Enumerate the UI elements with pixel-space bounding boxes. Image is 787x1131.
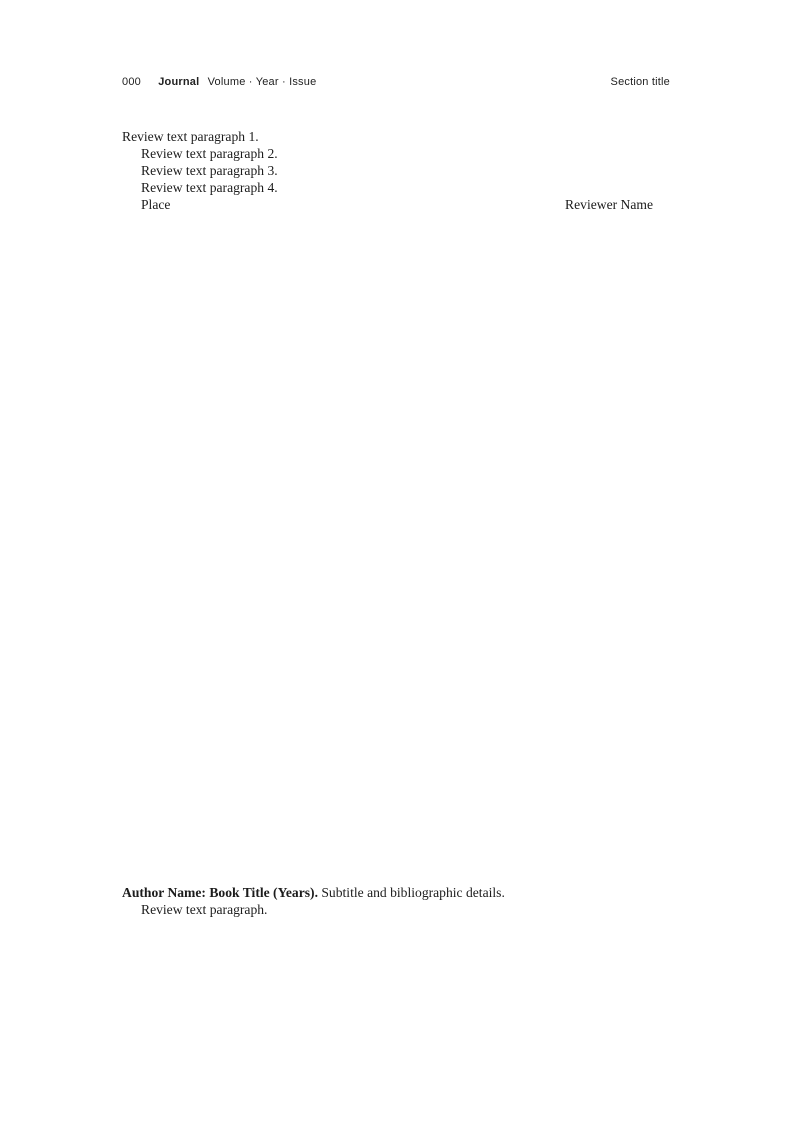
review-1-paragraph: Review text paragraph 3. <box>141 163 278 178</box>
journal-abbreviation: Journal <box>158 76 200 88</box>
review-1 <box>122 128 670 213</box>
section-title: Section title <box>610 76 670 88</box>
review-signoff <box>122 196 670 213</box>
book-author-title: Author Name: Book Title (Years). <box>122 885 318 900</box>
review-place: Place <box>141 197 171 212</box>
review-1-paragraph: Review text paragraph 4. <box>141 180 278 195</box>
bibliographic-entry <box>122 884 670 901</box>
running-head <box>122 76 670 92</box>
reviewer-name: Reviewer Name <box>565 197 653 212</box>
running-head-left <box>122 76 316 88</box>
review-2-paragraph: Review text paragraph. <box>141 902 268 917</box>
review-1-paragraph: Review text paragraph 2. <box>141 146 278 161</box>
review-1-paragraph: Review text paragraph 1. <box>122 129 259 144</box>
journal-issue: Volume · Year · Issue <box>207 76 317 88</box>
page-number: 000 <box>122 76 141 88</box>
book-details: Subtitle and bibliographic details. <box>321 885 505 900</box>
review-2 <box>122 884 670 918</box>
